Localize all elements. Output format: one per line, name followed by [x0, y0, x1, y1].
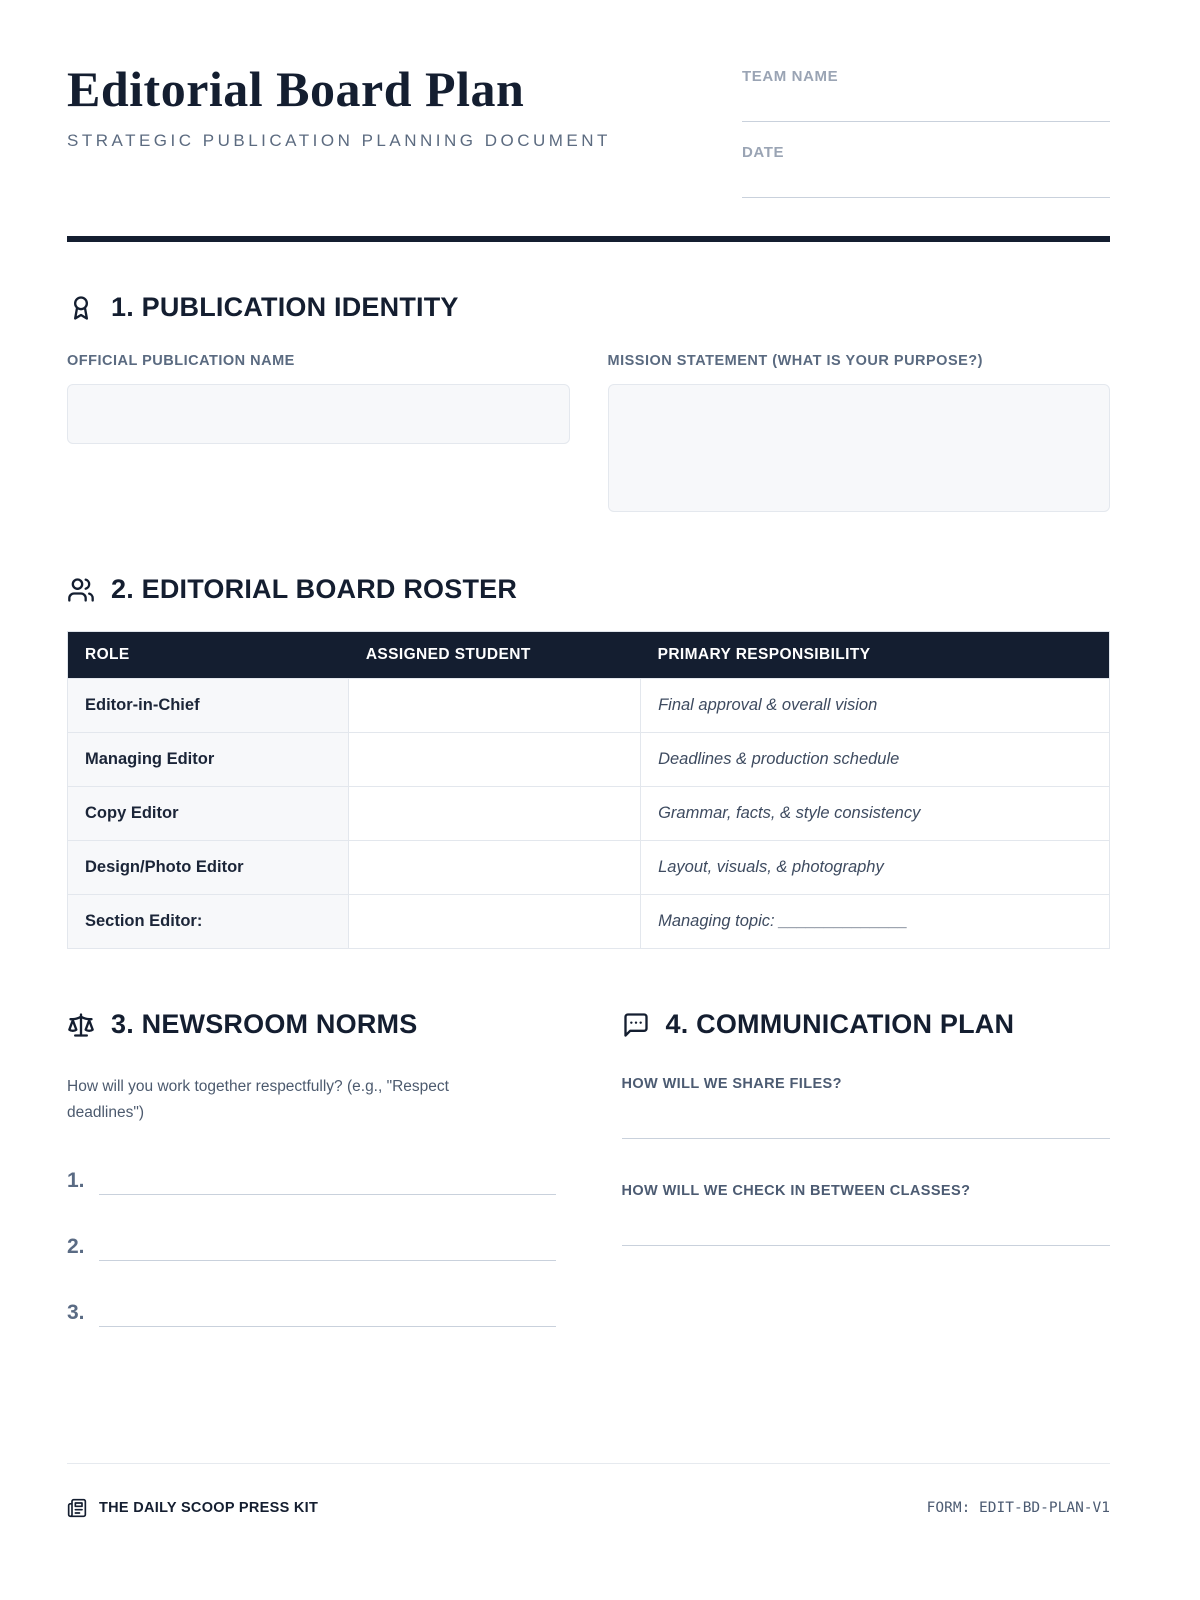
norms-heading-row — [67, 1009, 556, 1040]
norm-number: 2. — [67, 1235, 85, 1259]
share-files-input[interactable] — [622, 1138, 1111, 1139]
footer-brand-text: THE DAILY SCOOP PRESS KIT — [99, 1500, 319, 1517]
communication-heading: 4. COMMUNICATION PLAN — [665, 1009, 1015, 1039]
speech-bubble-icon — [622, 1011, 650, 1039]
norm-input-3[interactable] — [99, 1303, 556, 1327]
section-editorial-board-roster — [67, 574, 1110, 949]
assigned-student-input[interactable] — [349, 895, 641, 949]
norm-number: 3. — [67, 1301, 85, 1325]
header-left — [67, 62, 611, 151]
communication-heading-row — [622, 1009, 1111, 1040]
check-in-label: HOW WILL WE CHECK IN BETWEEN CLASSES? — [621, 1183, 971, 1199]
identity-heading-row — [67, 292, 1110, 323]
roster-heading-row — [67, 574, 1110, 605]
role-cell: Section Editor: — [68, 895, 349, 949]
responsibility-cell: Grammar, facts, & style consistency — [641, 787, 1110, 841]
section-publication-identity — [67, 292, 1110, 512]
footer-brand — [67, 1498, 318, 1518]
publication-name-group — [67, 353, 570, 512]
check-in-group — [622, 1183, 1111, 1246]
table-row — [68, 679, 1110, 733]
column-header-role: ROLE — [68, 632, 349, 679]
scales-icon — [67, 1011, 95, 1039]
check-in-input[interactable] — [622, 1245, 1111, 1246]
role-cell: Editor-in-Chief — [68, 679, 349, 733]
norm-input-1[interactable] — [99, 1171, 556, 1195]
date-field — [742, 144, 1110, 198]
norms-prompt: How will you work together respectfully? (e.g., "Respect deadlines") — [67, 1078, 449, 1121]
page-title: Editorial Board Plan — [67, 61, 525, 117]
identity-grid — [67, 353, 1110, 512]
list-item — [67, 1169, 556, 1195]
date-label: DATE — [742, 144, 785, 161]
assigned-student-input[interactable] — [349, 841, 641, 895]
responsibility-cell: Managing topic: ______________ — [641, 895, 1110, 949]
footer — [67, 1463, 1110, 1518]
team-name-label: TEAM NAME — [742, 68, 839, 85]
assigned-student-input[interactable] — [349, 787, 641, 841]
list-item — [67, 1301, 556, 1327]
assigned-student-input[interactable] — [349, 733, 641, 787]
team-name-field — [742, 68, 1110, 122]
share-files-label: HOW WILL WE SHARE FILES? — [621, 1076, 842, 1092]
publication-name-input[interactable] — [67, 384, 570, 444]
table-row — [68, 787, 1110, 841]
column-header-primary-responsibility: PRIMARY RESPONSIBILITY — [641, 632, 1110, 679]
date-input[interactable] — [742, 197, 1110, 198]
roster-table — [67, 631, 1110, 949]
mission-statement-input[interactable] — [608, 384, 1111, 512]
header-fields — [742, 62, 1110, 198]
table-row — [68, 895, 1110, 949]
role-cell: Managing Editor — [68, 733, 349, 787]
list-item — [67, 1235, 556, 1261]
publication-name-label: OFFICIAL PUBLICATION NAME — [67, 353, 295, 369]
users-icon — [67, 576, 95, 604]
responsibility-cell: Layout, visuals, & photography — [641, 841, 1110, 895]
assigned-student-input[interactable] — [349, 679, 641, 733]
header-divider — [67, 236, 1110, 242]
header — [67, 62, 1110, 198]
roster-header-row — [68, 632, 1110, 679]
identity-heading: 1. PUBLICATION IDENTITY — [111, 292, 459, 322]
footer-form-code: FORM: EDIT-BD-PLAN-V1 — [926, 1500, 1110, 1517]
column-header-assigned-student: ASSIGNED STUDENT — [349, 632, 641, 679]
role-cell: Design/Photo Editor — [68, 841, 349, 895]
role-cell: Copy Editor — [68, 787, 349, 841]
section-communication-plan — [622, 1009, 1111, 1367]
team-name-input[interactable] — [742, 121, 1110, 122]
section-newsroom-norms — [67, 1009, 556, 1367]
newspaper-icon — [67, 1498, 87, 1518]
table-row — [68, 841, 1110, 895]
share-files-group — [622, 1076, 1111, 1139]
table-row — [68, 733, 1110, 787]
norm-number: 1. — [67, 1169, 85, 1193]
award-ribbon-icon — [67, 294, 95, 322]
page-subtitle: STRATEGIC PUBLICATION PLANNING DOCUMENT — [67, 131, 611, 150]
mission-statement-group — [608, 353, 1111, 512]
responsibility-cell: Deadlines & production schedule — [641, 733, 1110, 787]
roster-heading: 2. EDITORIAL BOARD ROSTER — [111, 574, 518, 604]
norms-list — [67, 1169, 556, 1327]
bottom-sections — [67, 1009, 1110, 1367]
norm-input-2[interactable] — [99, 1237, 556, 1261]
responsibility-cell: Final approval & overall vision — [641, 679, 1110, 733]
mission-statement-label: MISSION STATEMENT (WHAT IS YOUR PURPOSE?) — [607, 353, 983, 369]
norms-heading: 3. NEWSROOM NORMS — [111, 1009, 418, 1039]
